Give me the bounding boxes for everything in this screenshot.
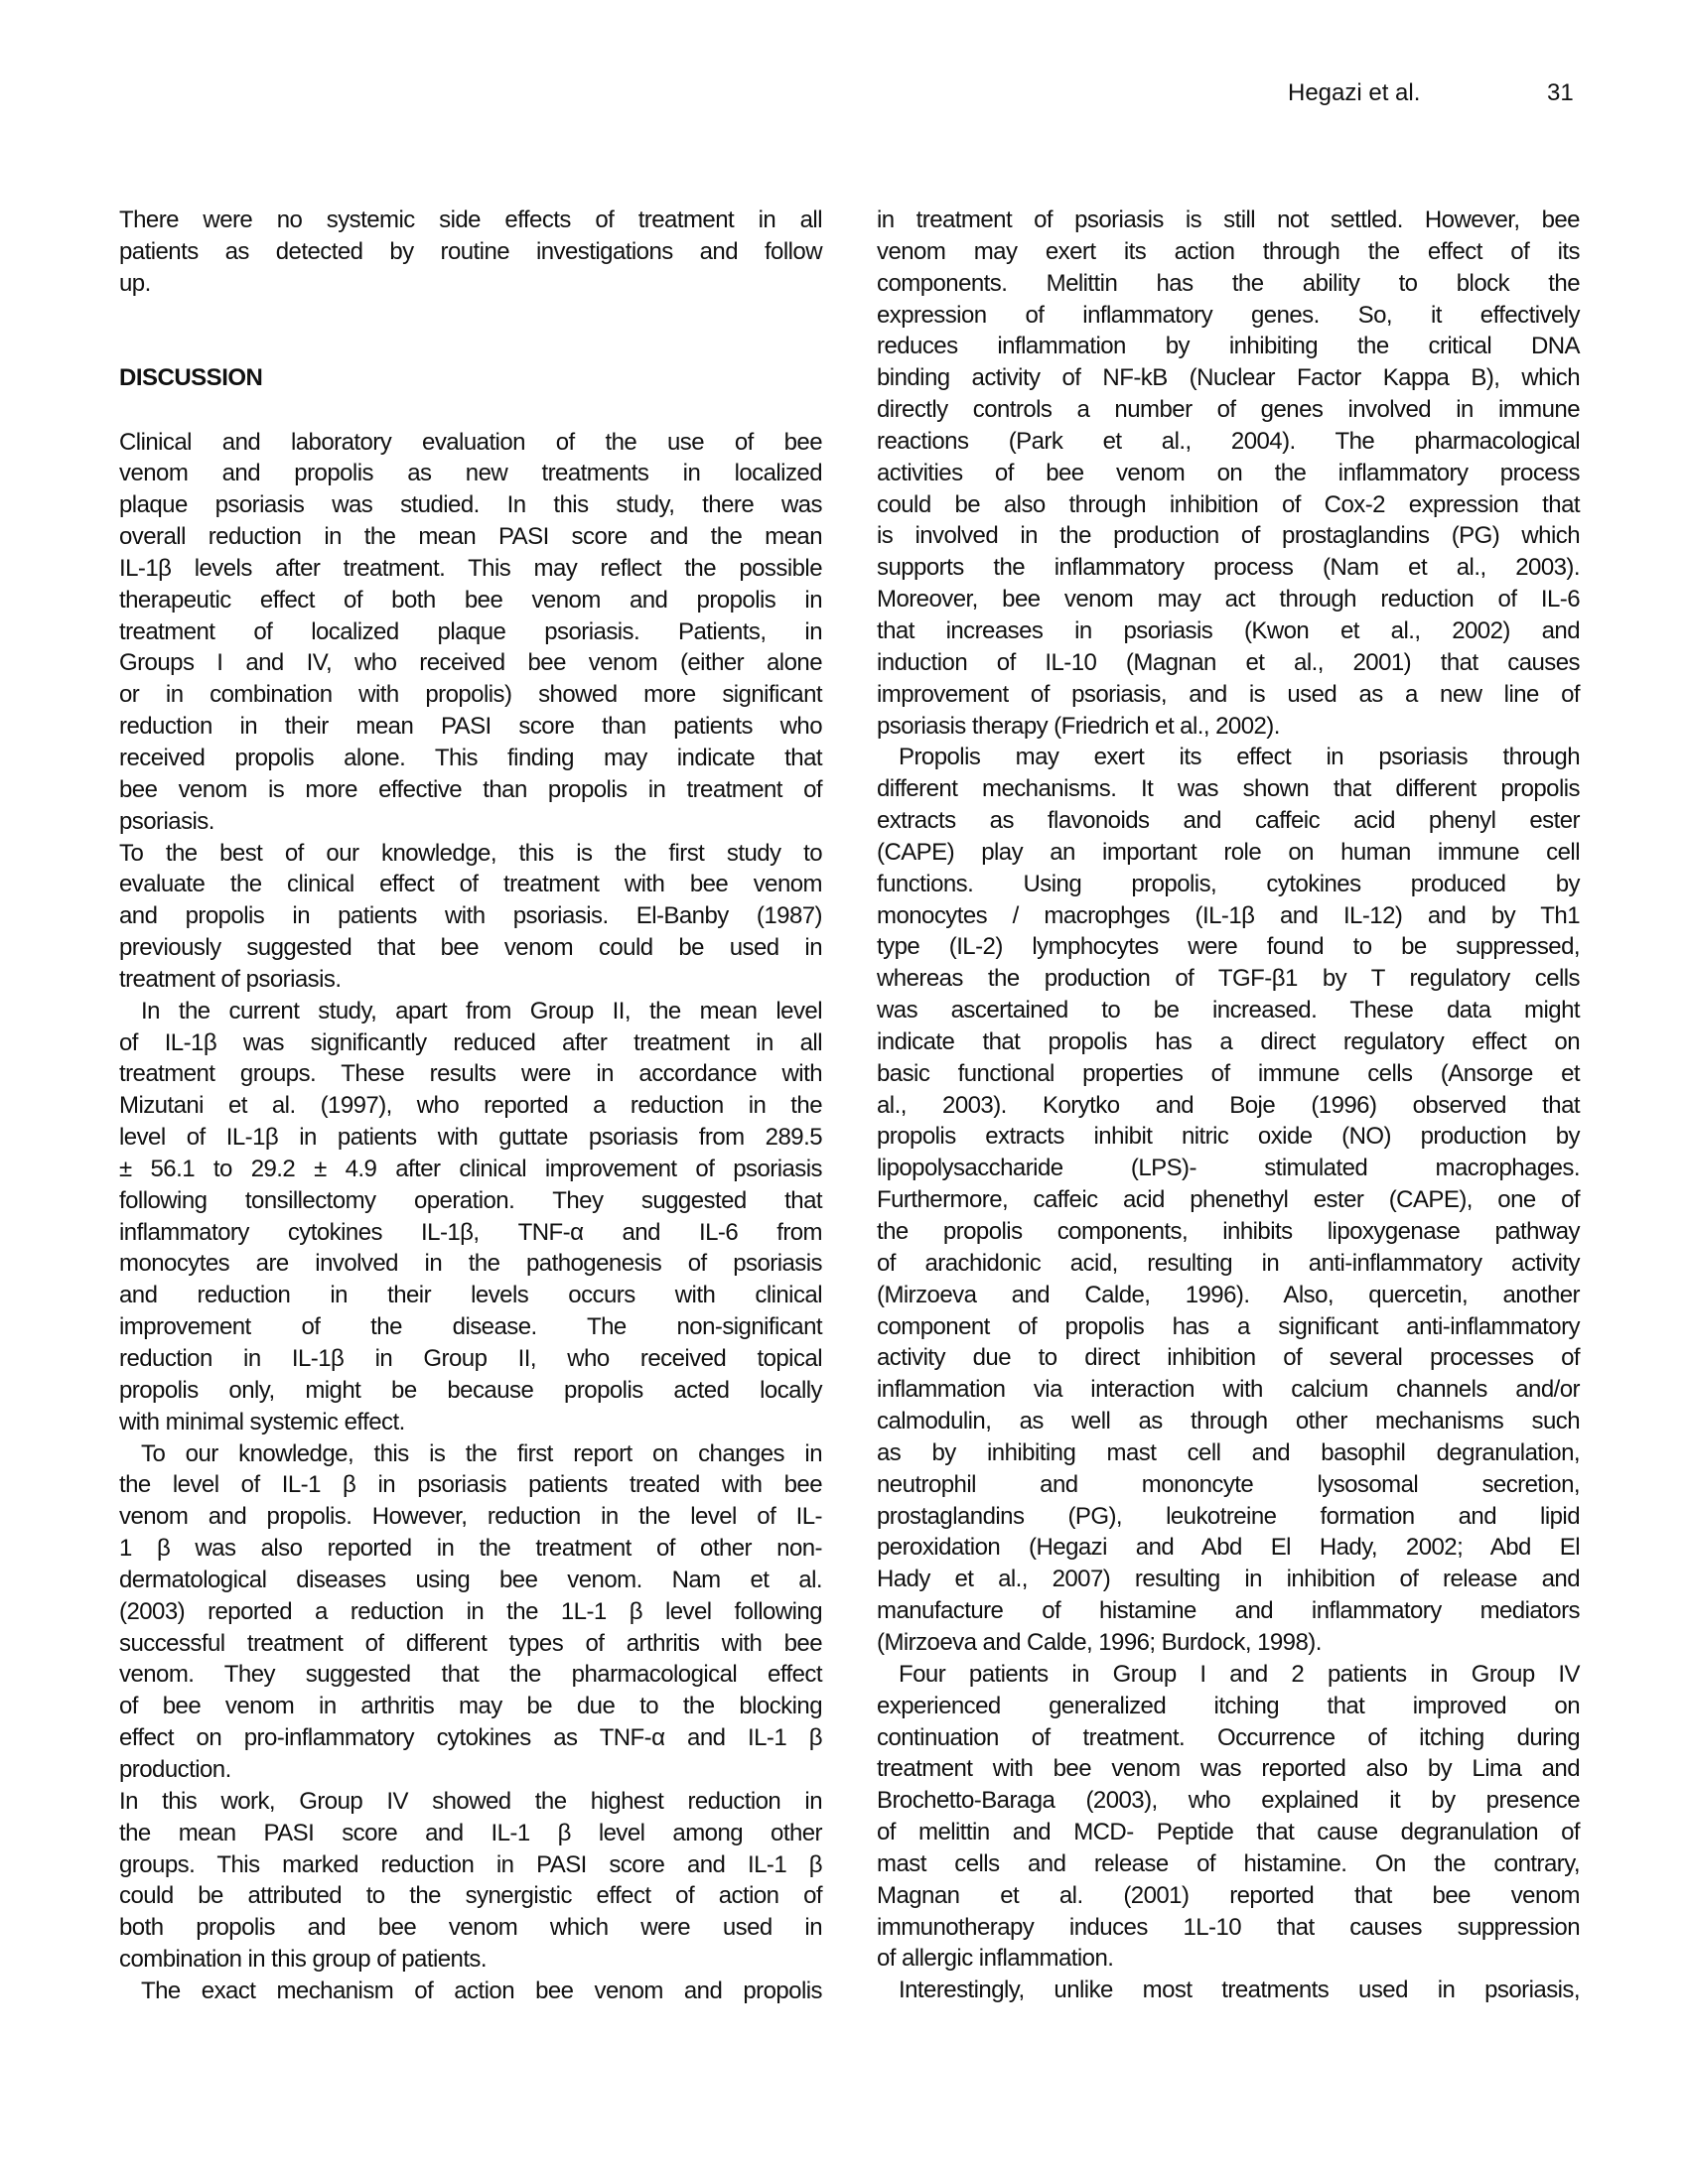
- text-line: venom and propolis as new treatments in localized: [119, 460, 822, 487]
- text-line: calmodulin, as well as through other mechanisms such: [877, 1408, 1580, 1435]
- text-line: the level of IL-1 β in psoriasis patients treated with bee: [119, 1471, 822, 1499]
- text-line: venom. They suggested that the pharmacological effect: [119, 1661, 822, 1689]
- text-line: In the current study, apart from Group II, the mean level: [141, 997, 822, 1024]
- text-line: production.: [119, 1755, 231, 1783]
- text-line: and propolis in patients with psoriasis. El-Banby (1987): [119, 902, 822, 930]
- text-line: could be attributed to the synergistic effect of action of: [119, 1882, 822, 1910]
- text-line: experienced generalized itching that improved on: [877, 1692, 1580, 1719]
- paragraph: [119, 1438, 822, 1786]
- text-line: activities of bee venom on the inflammatory process: [877, 459, 1580, 486]
- text-line: al., 2003). Korytko and Boje (1996) observed that: [877, 1091, 1580, 1119]
- text-line: propolis only, might be because propolis acted locally: [119, 1376, 822, 1404]
- text-line: and reduction in their levels occurs with clinical: [119, 1282, 822, 1309]
- text-line: activity due to direct inhibition of several processes of: [877, 1344, 1580, 1372]
- text-line: of bee venom in arthritis may be due to the blocking: [119, 1693, 822, 1720]
- text-line: monocytes / macrophges (IL-1β and IL-12) and by Th1: [877, 901, 1580, 929]
- text-line: basic functional properties of immune cells (Ansorge et: [877, 1059, 1580, 1087]
- text-line: (Mirzoeva and Calde, 1996). Also, quercetin, another: [877, 1281, 1580, 1308]
- intro-paragraph: [119, 205, 822, 300]
- text-line: Hady et al., 2007) resulting in inhibition of release and: [877, 1566, 1580, 1593]
- text-line: evaluate the clinical effect of treatment with bee venom: [119, 871, 822, 898]
- text-line: Magnan et al. (2001) reported that bee venom: [877, 1881, 1580, 1909]
- text-line: improvement of the disease. The non-significant: [119, 1313, 822, 1341]
- left-paragraphs: [119, 427, 822, 2007]
- text-line: reduction in IL-1β in Group II, who received topical: [119, 1345, 822, 1372]
- text-line: inflammatory cytokines IL-1β, TNF-α and IL-6 from: [119, 1218, 822, 1246]
- text-line: propolis extracts inhibit nitric oxide (NO) production by: [877, 1123, 1580, 1151]
- text-line: manufacture of histamine and inflammatory mediators: [877, 1597, 1580, 1625]
- text-line: could be also through inhibition of Cox-2 expression that: [877, 490, 1580, 518]
- text-line: neutrophil and mononcyte lysosomal secretion,: [877, 1470, 1580, 1498]
- text-line: To the best of our knowledge, this is the first study to: [119, 839, 822, 867]
- text-line: the propolis components, inhibits lipoxygenase pathway: [877, 1218, 1580, 1245]
- page-number: 31: [1547, 79, 1574, 106]
- text-line: (2003) reported a reduction in the 1L-1 β level following: [119, 1597, 822, 1625]
- text-line: ± 56.1 to 29.2 ± 4.9 after clinical improvement of psoriasis: [119, 1155, 822, 1182]
- text-line: expression of inflammatory genes. So, it effectively: [877, 301, 1580, 329]
- text-line: treatment groups. These results were in accordance with: [119, 1060, 822, 1088]
- text-line: different mechanisms. It was shown that different propolis: [877, 775, 1580, 803]
- text-line: directly controls a number of genes involved in immune: [877, 396, 1580, 424]
- text-line: Groups I and IV, who received bee venom (either alone: [119, 649, 822, 677]
- text-line: indicate that propolis has a direct regulatory effect on: [877, 1027, 1580, 1055]
- text-line: supports the inflammatory process (Nam et al., 2003).: [877, 554, 1580, 582]
- text-line: components. Melittin has the ability to block the: [877, 269, 1580, 297]
- text-line: reduction in their mean PASI score than patients who: [119, 713, 822, 741]
- text-line: venom and propolis. However, reduction in the level of IL-: [119, 1503, 822, 1531]
- text-line: lipopolysaccharide (LPS)- stimulated macrophages.: [877, 1155, 1580, 1182]
- text-line: Moreover, bee venom may act through reduction of IL-6: [877, 586, 1580, 614]
- text-line: IL-1β levels after treatment. This may reflect the possible: [119, 554, 822, 582]
- paragraph: [877, 205, 1580, 742]
- paragraph: [877, 1975, 1580, 2006]
- text-line: peroxidation (Hegazi and Abd El Hady, 2002; Abd El: [877, 1534, 1580, 1562]
- text-line: reactions (Park et al., 2004). The pharmacological: [877, 427, 1580, 455]
- text-line: 1 β was also reported in the treatment of other non-: [119, 1535, 822, 1563]
- text-line: that increases in psoriasis (Kwon et al., 2002) and: [877, 616, 1580, 644]
- text-line: level of IL-1β in patients with guttate psoriasis from 289.5: [119, 1124, 822, 1152]
- text-line: successful treatment of different types of arthritis with bee: [119, 1629, 822, 1657]
- text-line: overall reduction in the mean PASI score and the mean: [119, 523, 822, 551]
- text-line: received propolis alone. This finding may indicate that: [119, 744, 822, 771]
- text-line: groups. This marked reduction in PASI score and IL-1 β: [119, 1850, 822, 1878]
- text-line: Propolis may exert its effect in psoriasis through: [899, 744, 1580, 771]
- text-line: (Mirzoeva and Calde, 1996; Burdock, 1998).: [877, 1628, 1322, 1656]
- text-line: mast cells and release of histamine. On the contrary,: [877, 1849, 1580, 1877]
- text-line: In this work, Group IV showed the highest reduction in: [119, 1787, 822, 1815]
- text-line: combination in this group of patients.: [119, 1946, 488, 1974]
- text-line: effect on pro-inflammatory cytokines as TNF-α and IL-1 β: [119, 1724, 822, 1752]
- section-heading-discussion: DISCUSSION: [119, 363, 263, 391]
- text-line: bee venom is more effective than propolis in treatment of: [119, 775, 822, 803]
- text-line: The exact mechanism of action bee venom and propolis: [141, 1977, 822, 2004]
- page-header: [0, 79, 1688, 109]
- text-line: reduces inflammation by inhibiting the critical DNA: [877, 333, 1580, 360]
- text-line: Clinical and laboratory evaluation of the use of bee: [119, 428, 822, 456]
- text-line: therapeutic effect of both bee venom and propolis in: [119, 586, 822, 614]
- text-line: treatment of psoriasis.: [119, 965, 342, 993]
- text-line: inflammation via interaction with calcium channels and/or: [877, 1376, 1580, 1404]
- text-line: Furthermore, caffeic acid phenethyl ester (CAPE), one of: [877, 1186, 1580, 1214]
- text-line: following tonsillectomy operation. They suggested that: [119, 1186, 822, 1214]
- text-line: whereas the production of TGF-β1 by T regulatory cells: [877, 965, 1580, 993]
- text-line: is involved in the production of prostaglandins (PG) which: [877, 522, 1580, 550]
- text-line: previously suggested that bee venom could be used in: [119, 934, 822, 962]
- text-line: Brochetto-Baraga (2003), who explained it by presence: [877, 1787, 1580, 1815]
- text-line: psoriasis therapy (Friedrich et al., 2002).: [877, 712, 1280, 740]
- text-line: of melittin and MCD- Peptide that cause degranulation of: [877, 1819, 1580, 1846]
- text-line: (CAPE) play an important role on human immune cell: [877, 838, 1580, 866]
- text-line: improvement of psoriasis, and is used as a new line of: [877, 680, 1580, 708]
- text-line: of allergic inflammation.: [877, 1945, 1114, 1973]
- text-line: of IL-1β was significantly reduced after treatment in all: [119, 1028, 822, 1056]
- text-line: psoriasis.: [119, 807, 214, 835]
- text-line: type (IL-2) lymphocytes were found to be suppressed,: [877, 933, 1580, 961]
- text-line: functions. Using propolis, cytokines produced by: [877, 870, 1580, 897]
- running-title: Hegazi et al.: [1288, 79, 1421, 106]
- text-line: To our knowledge, this is the first report on changes in: [141, 1439, 822, 1467]
- text-line: dermatological diseases using bee venom. Nam et al.: [119, 1566, 822, 1593]
- text-line: Mizutani et al. (1997), who reported a reduction in the: [119, 1092, 822, 1120]
- text-line: continuation of treatment. Occurrence of itching during: [877, 1723, 1580, 1751]
- text-line: extracts as flavonoids and caffeic acid phenyl ester: [877, 807, 1580, 835]
- text-line: Four patients in Group I and 2 patients in Group IV: [899, 1660, 1580, 1688]
- text-line: prostaglandins (PG), leukotreine formation and lipid: [877, 1502, 1580, 1530]
- paragraph: [119, 996, 822, 1438]
- text-line: of arachidonic acid, resulting in anti-inflammatory activity: [877, 1249, 1580, 1277]
- text-line: treatment of localized plaque psoriasis. Patients, in: [119, 617, 822, 645]
- text-line: induction of IL-10 (Magnan et al., 2001) that causes: [877, 648, 1580, 676]
- text-line: binding activity of NF-kB (Nuclear Factor Kappa B), which: [877, 364, 1580, 392]
- text-line: venom may exert its action through the effect of its: [877, 237, 1580, 265]
- right-column: [877, 205, 1580, 2006]
- paragraph: [877, 1659, 1580, 1975]
- text-line: Interestingly, unlike most treatments used in psoriasis,: [899, 1977, 1580, 2004]
- paragraph: [877, 742, 1580, 1658]
- text-line: There were no systemic side effects of treatment in all: [119, 206, 822, 233]
- text-line: with minimal systemic effect.: [119, 1408, 405, 1435]
- text-line: up.: [119, 269, 151, 297]
- text-line: in treatment of psoriasis is still not settled. However, bee: [877, 206, 1580, 233]
- paragraph: [119, 1976, 822, 2007]
- text-line: or in combination with propolis) showed more significant: [119, 681, 822, 709]
- text-line: both propolis and bee venom which were used in: [119, 1914, 822, 1942]
- text-line: was ascertained to be increased. These data might: [877, 997, 1580, 1024]
- paragraph: [119, 427, 822, 838]
- text-line: the mean PASI score and IL-1 β level among other: [119, 1819, 822, 1846]
- text-line: plaque psoriasis was studied. In this study, there was: [119, 491, 822, 519]
- paragraph: [119, 838, 822, 996]
- left-column: [119, 205, 822, 2007]
- text-line: as by inhibiting mast cell and basophil degranulation,: [877, 1438, 1580, 1466]
- text-line: monocytes are involved in the pathogenesis of psoriasis: [119, 1250, 822, 1278]
- text-line: immunotherapy induces 1L-10 that causes suppression: [877, 1913, 1580, 1941]
- paragraph: [119, 1786, 822, 1976]
- right-paragraphs: [877, 205, 1580, 2006]
- text-line: treatment with bee venom was reported also by Lima and: [877, 1755, 1580, 1783]
- text-line: component of propolis has a significant anti-inflammatory: [877, 1312, 1580, 1340]
- text-line: patients as detected by routine investigations and follow: [119, 237, 822, 265]
